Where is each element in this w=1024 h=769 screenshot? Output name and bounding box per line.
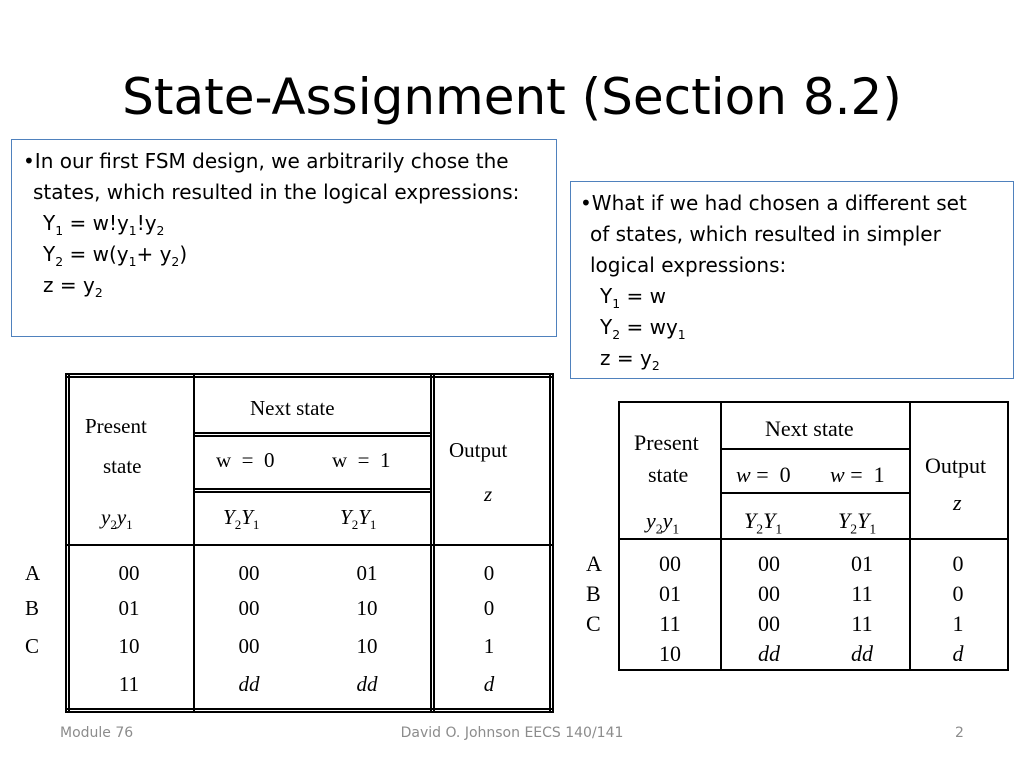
cell-next-w0: dd — [238, 672, 260, 696]
row-label-C: C — [586, 611, 601, 636]
header-z: z — [484, 482, 493, 506]
slide-title: State-Assignment (Section 8.2) — [122, 68, 902, 126]
cell-present: 01 — [118, 596, 140, 620]
bullet-text-line1: In our first FSM design, we arbitrarily chose the — [34, 149, 509, 173]
cell-present: 11 — [659, 611, 681, 636]
cell-next-w1: 10 — [356, 596, 378, 620]
cell-next-w1: 11 — [851, 581, 873, 606]
expression-Y1: $Y_1 = w!y_1!y_2$ — [43, 211, 165, 238]
cell-present: 10 — [659, 641, 681, 666]
cell-output: d — [952, 641, 964, 666]
cell-output: 0 — [952, 581, 964, 606]
bullet-glyph: • — [23, 149, 35, 173]
cell-next-w0: dd — [758, 641, 780, 666]
row-label-B: B — [586, 581, 601, 606]
cell-output: 1 — [483, 634, 495, 658]
subheader-Y2Y1-w1: $Y_2Y_1$ — [838, 508, 877, 537]
subheader-Y2Y1-w1: $Y_2Y_1$ — [340, 505, 377, 533]
expression-Y2: $Y_2 = wy_1$ — [600, 315, 686, 342]
header-output: Output — [925, 453, 987, 478]
subheader-y2y1: $y_2y_1$ — [101, 505, 133, 533]
cell-output: 0 — [952, 551, 964, 576]
cell-present: 00 — [659, 551, 681, 576]
cell-output: 0 — [483, 561, 495, 585]
header-z: z — [953, 490, 962, 515]
cell-present: 00 — [118, 561, 140, 585]
bullet-text-line3: logical expressions: — [590, 253, 787, 277]
cell-next-w1: 11 — [851, 611, 873, 636]
footer-page-number: 2 — [955, 725, 964, 741]
bullet-text-line2: of states, which resulted in simpler — [590, 222, 941, 246]
row-label-A: A — [586, 551, 602, 576]
cell-output: 0 — [483, 596, 495, 620]
row-label-C: C — [25, 634, 40, 658]
cell-next-w1: 10 — [356, 634, 378, 658]
bullet-text-line1: What if we had chosen a different set — [591, 191, 967, 215]
cell-present: 11 — [118, 672, 140, 696]
cell-next-w0: 00 — [758, 551, 780, 576]
header-output: Output — [449, 438, 508, 462]
header-state: state — [648, 462, 689, 487]
row-label-A: A — [25, 561, 41, 585]
header-w0: w = 0 — [216, 448, 275, 472]
subheader-y2y1: $y_2y_1$ — [646, 508, 680, 537]
row-label-B: B — [25, 596, 40, 620]
header-next-state: Next state — [765, 416, 854, 441]
bullet-line — [580, 188, 1013, 219]
text-box-alternative-design — [570, 181, 1014, 379]
cell-next-w0: 00 — [238, 634, 260, 658]
bullet-text-line2: states, which resulted in the logical expressions: — [33, 180, 520, 204]
header-state: state — [103, 454, 142, 478]
header-next-state: Next state — [250, 396, 335, 420]
cell-next-w1: 01 — [356, 561, 378, 585]
expression-z: $z = y_2$ — [600, 346, 660, 373]
cell-output: 1 — [952, 611, 964, 636]
cell-next-w1: dd — [356, 672, 378, 696]
cell-next-w0: 00 — [238, 596, 260, 620]
footer-module: Module 76 — [60, 725, 134, 741]
cell-next-w0: 00 — [238, 561, 260, 585]
cell-present: 01 — [659, 581, 681, 606]
footer-author: David O. Johnson EECS 140/141 — [400, 725, 624, 741]
header-present: Present — [85, 414, 147, 438]
text-box-first-design — [11, 139, 557, 337]
cell-next-w1: 01 — [851, 551, 873, 576]
header-w0: w = 0 — [736, 462, 791, 487]
cell-present: 10 — [118, 634, 140, 658]
header-w1: w = 1 — [332, 448, 391, 472]
header-w1: w = 1 — [830, 462, 885, 487]
cell-next-w0: 00 — [758, 581, 780, 606]
expression-z: $z = y_2$ — [43, 273, 103, 300]
cell-next-w1: dd — [851, 641, 873, 666]
subheader-Y2Y1-w0: $Y_2Y_1$ — [744, 508, 783, 537]
subheader-Y2Y1-w0: $Y_2Y_1$ — [223, 505, 260, 533]
bullet-line — [23, 146, 556, 177]
cell-next-w0: 00 — [758, 611, 780, 636]
bullet-glyph: • — [580, 191, 592, 215]
expression-Y2: $Y_2 = w(y_1+ y_2)$ — [43, 242, 188, 269]
header-present: Present — [634, 430, 699, 455]
cell-output: d — [483, 672, 495, 696]
expression-Y1: $Y_1 = w$ — [600, 284, 666, 311]
